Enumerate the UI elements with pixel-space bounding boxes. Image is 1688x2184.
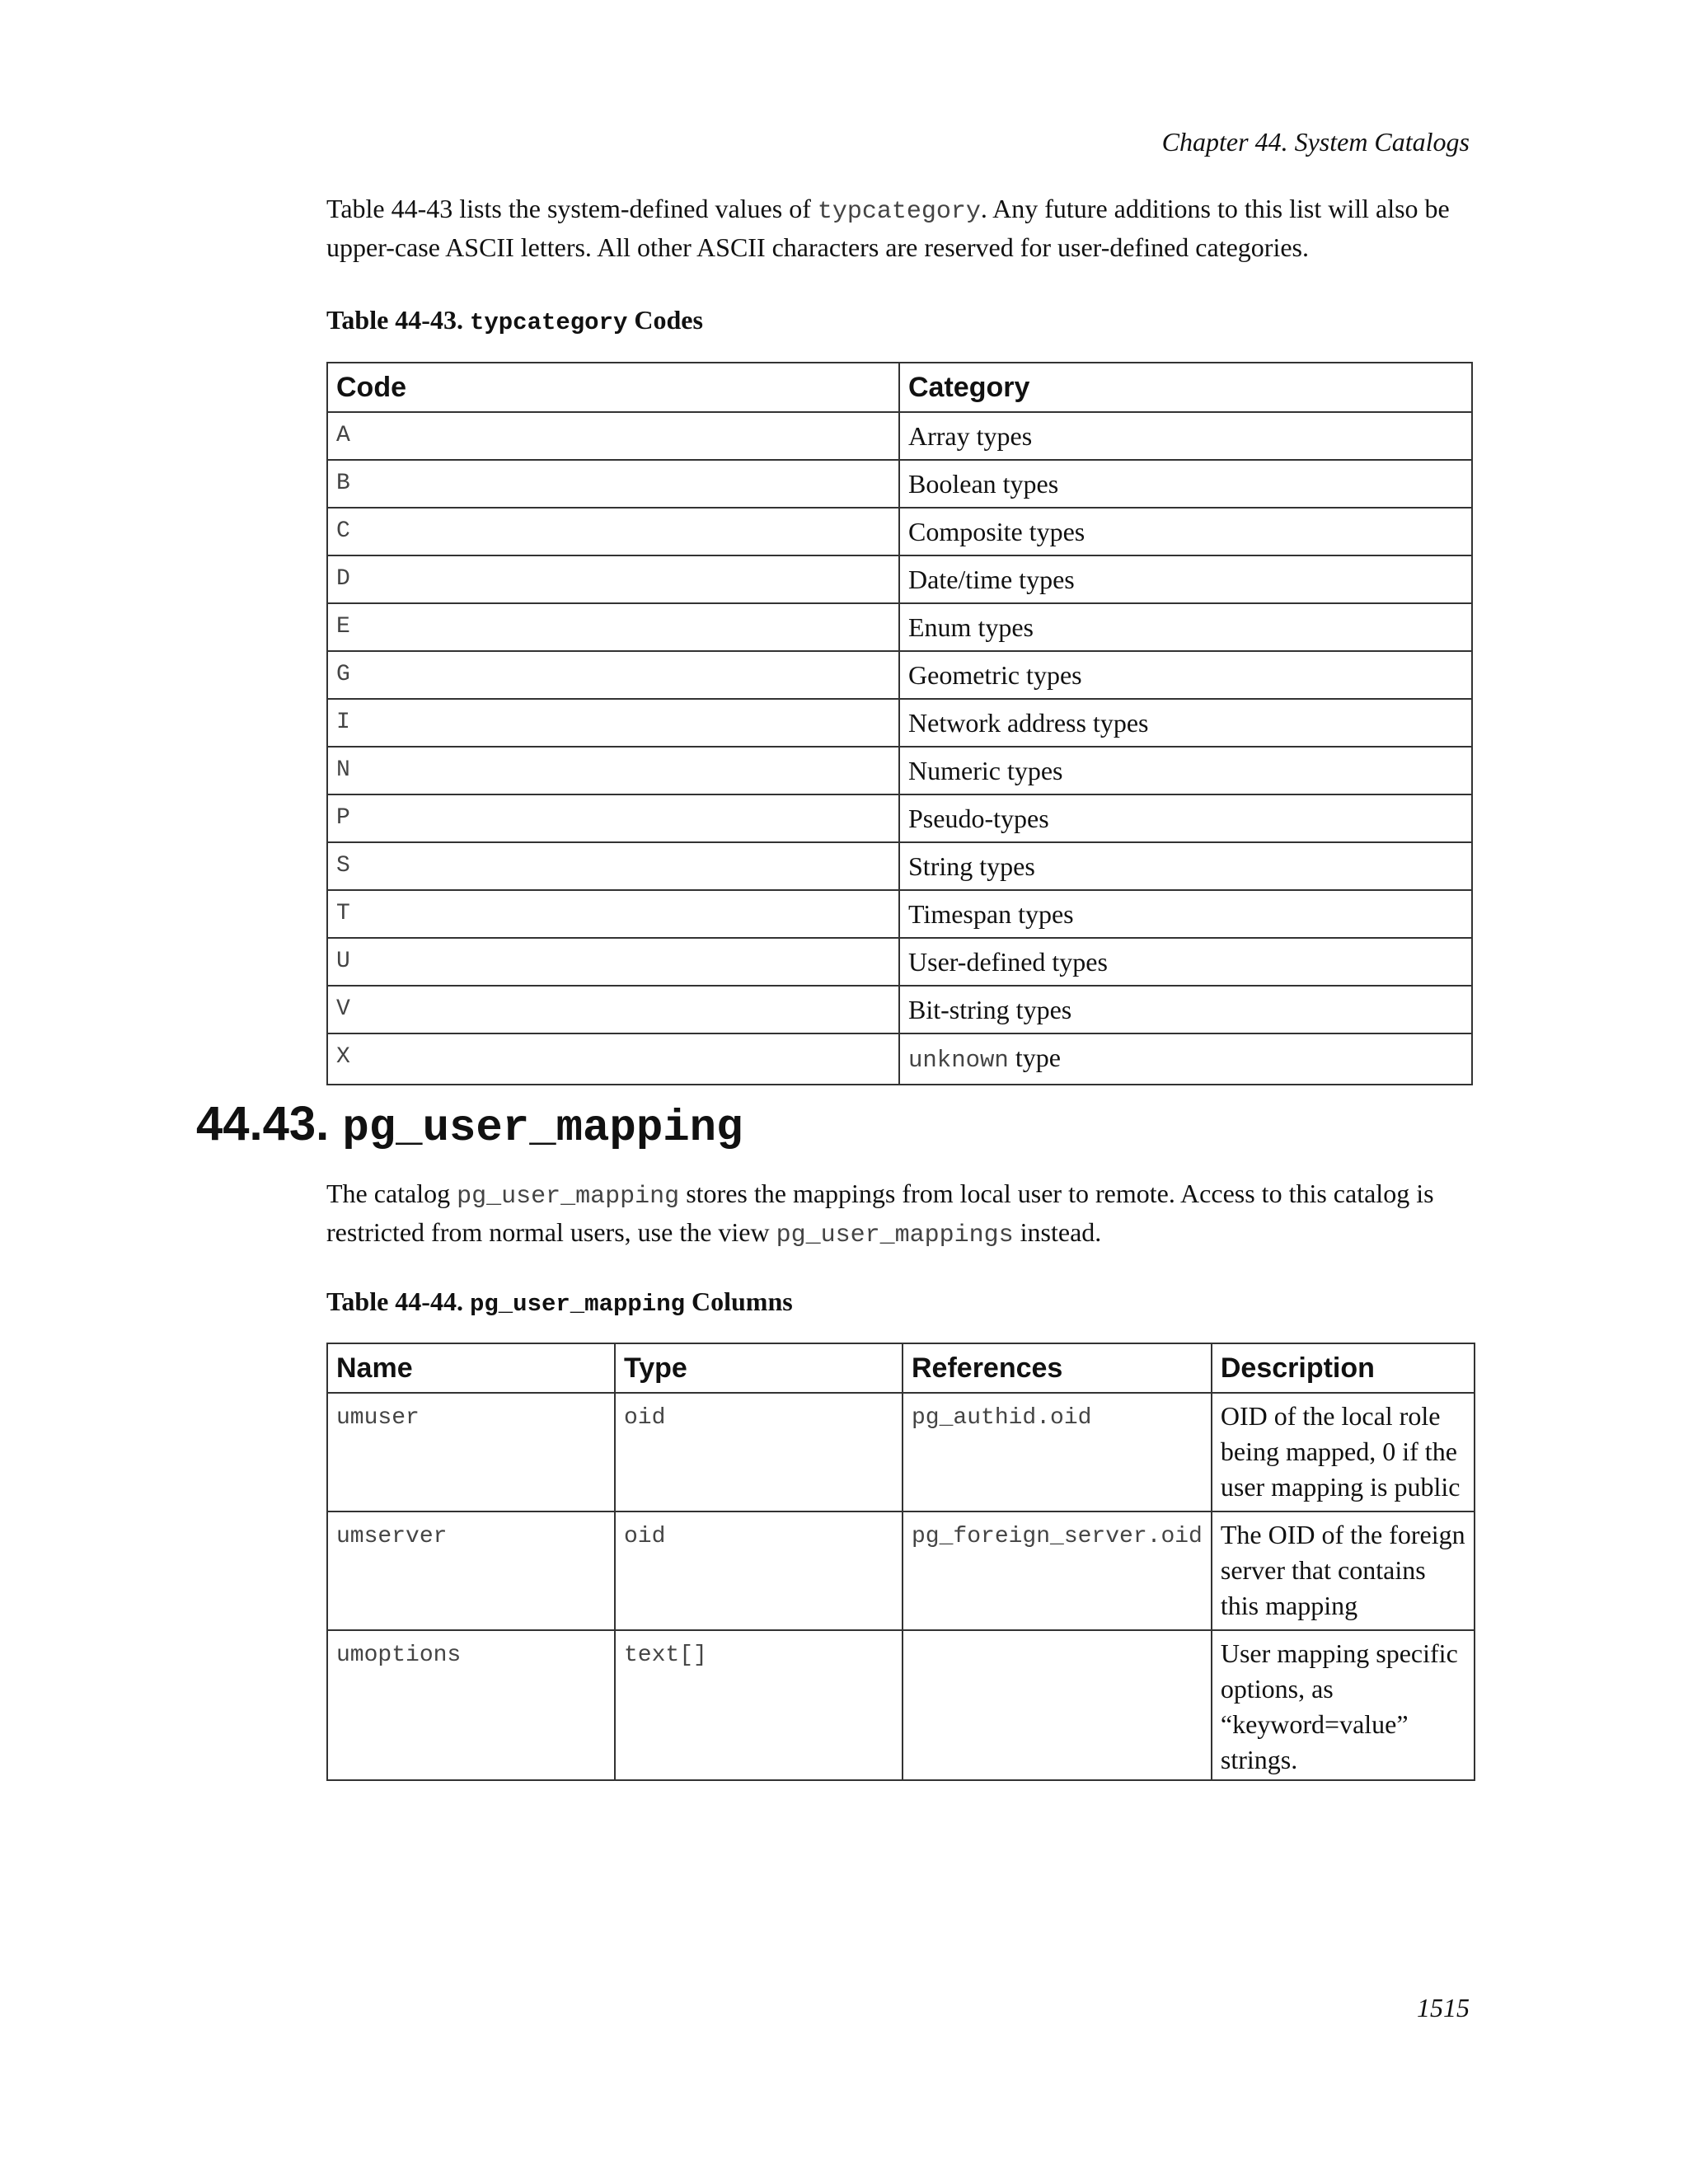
- section-heading: [196, 1096, 743, 1154]
- section-text-3: instead.: [1013, 1217, 1102, 1247]
- table-row: [327, 794, 1472, 842]
- section-name: pg_user_mapping: [342, 1104, 743, 1154]
- references-cell: [903, 1630, 1212, 1780]
- code-cell: E: [327, 603, 899, 651]
- category-code: unknown: [908, 1047, 1009, 1074]
- category-cell: Boolean types: [899, 460, 1472, 508]
- code-cell: I: [327, 699, 899, 747]
- table-header-row: [327, 1343, 1475, 1393]
- table-row: [327, 555, 1472, 603]
- category-cell: Geometric types: [899, 651, 1472, 699]
- table-43-title: [326, 305, 703, 336]
- type-cell: text[]: [615, 1630, 903, 1780]
- type-cell: oid: [615, 1511, 903, 1630]
- category-cell: Array types: [899, 412, 1472, 460]
- table-43-title-code: typcategory: [469, 309, 628, 336]
- description-cell: User mapping specific options, as “keyword=value” strings.: [1212, 1630, 1475, 1780]
- code-cell: X: [327, 1033, 899, 1085]
- category-cell: User-defined types: [899, 938, 1472, 986]
- intro-text-2: . Any future additions to this list will also be upper-case ASCII letters. All other ASCII characters are reserved for user-defined categories.: [326, 194, 1450, 262]
- category-cell: String types: [899, 842, 1472, 890]
- name-cell: umoptions: [327, 1630, 615, 1780]
- table-43-title-prefix: Table 44-43.: [326, 305, 470, 335]
- category-cell: Composite types: [899, 508, 1472, 555]
- table-row: [327, 651, 1472, 699]
- table-44-title-code: pg_user_mapping: [469, 1291, 685, 1318]
- table-row: [327, 1393, 1475, 1511]
- table-43-title-suffix: Codes: [627, 305, 703, 335]
- name-cell: umuser: [327, 1393, 615, 1511]
- section-paragraph: [326, 1176, 1472, 1254]
- category-cell: Pseudo-types: [899, 794, 1472, 842]
- table-header-row: [327, 363, 1472, 412]
- category-cell: Enum types: [899, 603, 1472, 651]
- section-text-2: stores the mappings from local user to remote. Access to this catalog is restricted from normal users, use the view: [326, 1179, 1434, 1247]
- pg-user-mapping-columns-table: [326, 1343, 1475, 1781]
- intro-text-1: Table 44-43 lists the system-defined values of: [326, 194, 818, 223]
- code-cell: D: [327, 555, 899, 603]
- code-cell: C: [327, 508, 899, 555]
- column-header-category: Category: [899, 363, 1472, 412]
- table-row: [327, 508, 1472, 555]
- table-row: [327, 460, 1472, 508]
- intro-code: typcategory: [817, 198, 981, 226]
- table-row: [327, 986, 1472, 1033]
- code-cell: A: [327, 412, 899, 460]
- category-cell: Network address types: [899, 699, 1472, 747]
- category-cell: Numeric types: [899, 747, 1472, 794]
- table-row: [327, 1033, 1472, 1085]
- column-header-description: Description: [1212, 1343, 1475, 1393]
- table-row: [327, 603, 1472, 651]
- code-cell: U: [327, 938, 899, 986]
- table-row: [327, 699, 1472, 747]
- typcategory-codes-table: [326, 362, 1473, 1085]
- column-header-type: Type: [615, 1343, 903, 1393]
- table-row: [327, 890, 1472, 938]
- name-cell: umserver: [327, 1511, 615, 1630]
- table-row: [327, 412, 1472, 460]
- category-cell: Date/time types: [899, 555, 1472, 603]
- code-cell: S: [327, 842, 899, 890]
- code-cell: G: [327, 651, 899, 699]
- category-cell: Timespan types: [899, 890, 1472, 938]
- section-text-1: The catalog: [326, 1179, 457, 1208]
- section-number: 44.43.: [196, 1097, 343, 1151]
- running-header: Chapter 44. System Catalogs: [1161, 127, 1470, 157]
- code-cell: V: [327, 986, 899, 1033]
- code-cell: N: [327, 747, 899, 794]
- references-cell: pg_foreign_server.oid: [903, 1511, 1212, 1630]
- table-44-title-suffix: Columns: [685, 1286, 793, 1316]
- code-cell: B: [327, 460, 899, 508]
- table-44-title-prefix: Table 44-44.: [326, 1286, 470, 1316]
- code-cell: T: [327, 890, 899, 938]
- section-code-1: pg_user_mapping: [457, 1183, 680, 1211]
- table-row: [327, 1630, 1475, 1780]
- category-text: type: [1008, 1043, 1061, 1072]
- category-cell: [899, 1033, 1472, 1085]
- references-cell: pg_authid.oid: [903, 1393, 1212, 1511]
- section-code-2: pg_user_mappings: [776, 1221, 1014, 1249]
- table-row: [327, 747, 1472, 794]
- column-header-name: Name: [327, 1343, 615, 1393]
- description-cell: The OID of the foreign server that contains this mapping: [1212, 1511, 1475, 1630]
- description-cell: OID of the local role being mapped, 0 if the user mapping is public: [1212, 1393, 1475, 1511]
- type-cell: oid: [615, 1393, 903, 1511]
- table-44-title: [326, 1286, 793, 1318]
- table-row: [327, 842, 1472, 890]
- code-cell: P: [327, 794, 899, 842]
- intro-paragraph: [326, 191, 1472, 265]
- table-row: [327, 938, 1472, 986]
- column-header-references: References: [903, 1343, 1212, 1393]
- column-header-code: Code: [327, 363, 899, 412]
- category-cell: Bit-string types: [899, 986, 1472, 1033]
- page-number: 1515: [1417, 1993, 1470, 2022]
- table-row: [327, 1511, 1475, 1630]
